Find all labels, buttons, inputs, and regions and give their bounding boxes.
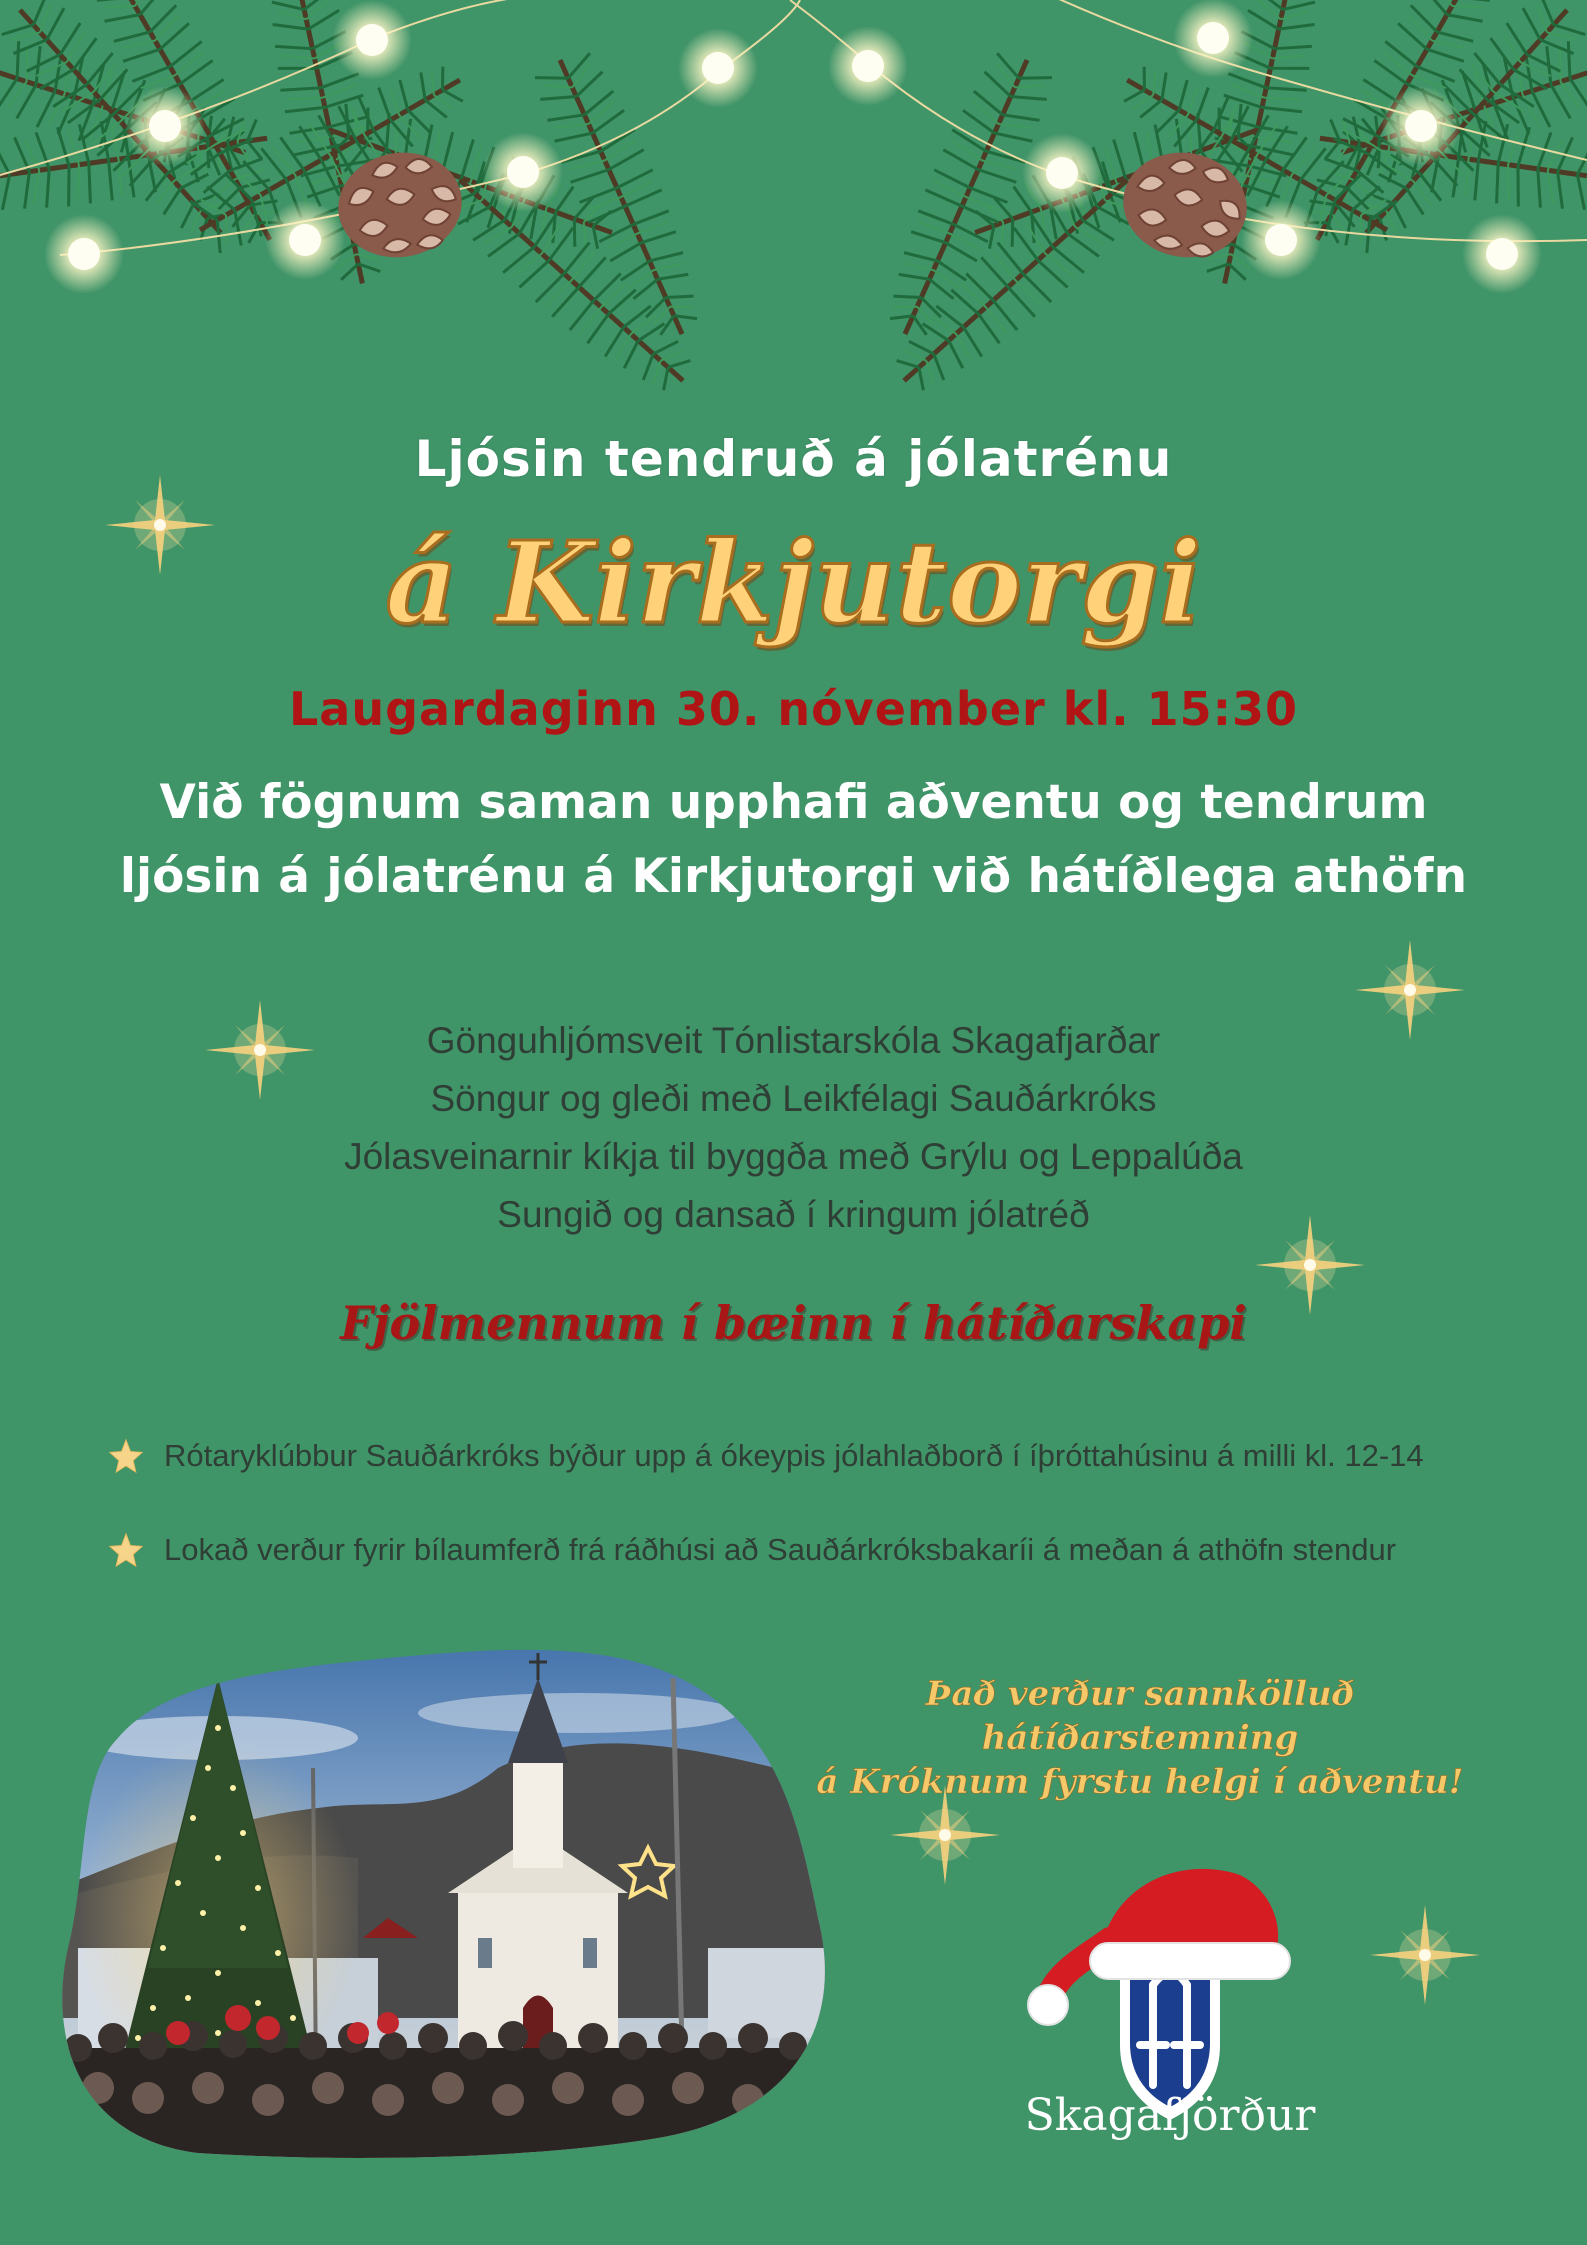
- info-item: [108, 1532, 1568, 1568]
- event-photo: [58, 1618, 848, 2158]
- intro-line-2: ljósin á jólatrénu á Kirkjutorgi við hátíðlega athöfn: [119, 849, 1468, 904]
- string-light-icon: [44, 0, 1542, 294]
- title-line-1: Ljósin tendruð á jólatrénu: [414, 430, 1173, 488]
- intro-text: [60, 766, 1527, 914]
- intro-line-1: Við fögnum saman upphafi aðventu og tendrum: [159, 775, 1428, 830]
- call-to-action: Fjölmennum í bæinn í hátíðarskapi: [340, 1296, 1247, 1350]
- info-text: Rótaryklúbbur Sauðárkróks býður upp á ókeypis jólahlaðborð í íþróttahúsinu á milli kl. 12-14: [164, 1438, 1424, 1473]
- event-date: Laugardaginn 30. nóvember kl. 15:30: [289, 682, 1298, 736]
- organization-name: Skagafjörður: [1024, 2090, 1316, 2141]
- info-text: Lokað verður fyrir bílaumferð frá ráðhúsi að Sauðárkróksbakaríi á meðan á athöfn stendur: [164, 1532, 1397, 1567]
- promo-text: [770, 1672, 1510, 1804]
- program-list: [0, 1012, 1587, 1244]
- star-bullet-icon: [108, 1532, 144, 1568]
- info-item: [108, 1438, 1568, 1474]
- title-line-2: á Kirkjutorgi: [385, 518, 1202, 649]
- program-item: Sungið og dansað í kringum jólatréð: [497, 1194, 1090, 1235]
- program-item: Gönguhljómsveit Tónlistarskóla Skagafjarðar: [426, 1020, 1161, 1061]
- pine-garland-icon: [0, 0, 1587, 440]
- program-item: Söngur og gleði með Leikfélagi Sauðárkróks: [430, 1078, 1157, 1119]
- program-item: Jólasveinarnir kíkja til byggða með Grýlu og Leppalúða: [344, 1136, 1243, 1177]
- promo-line-1: Það verður sannkölluð hátíðarstemning: [925, 1674, 1355, 1758]
- star-bullet-icon: [108, 1438, 144, 1474]
- sparkle-icon: [1365, 1900, 1485, 2010]
- promo-line-2: á Króknum fyrstu helgi í aðventu!: [816, 1762, 1464, 1802]
